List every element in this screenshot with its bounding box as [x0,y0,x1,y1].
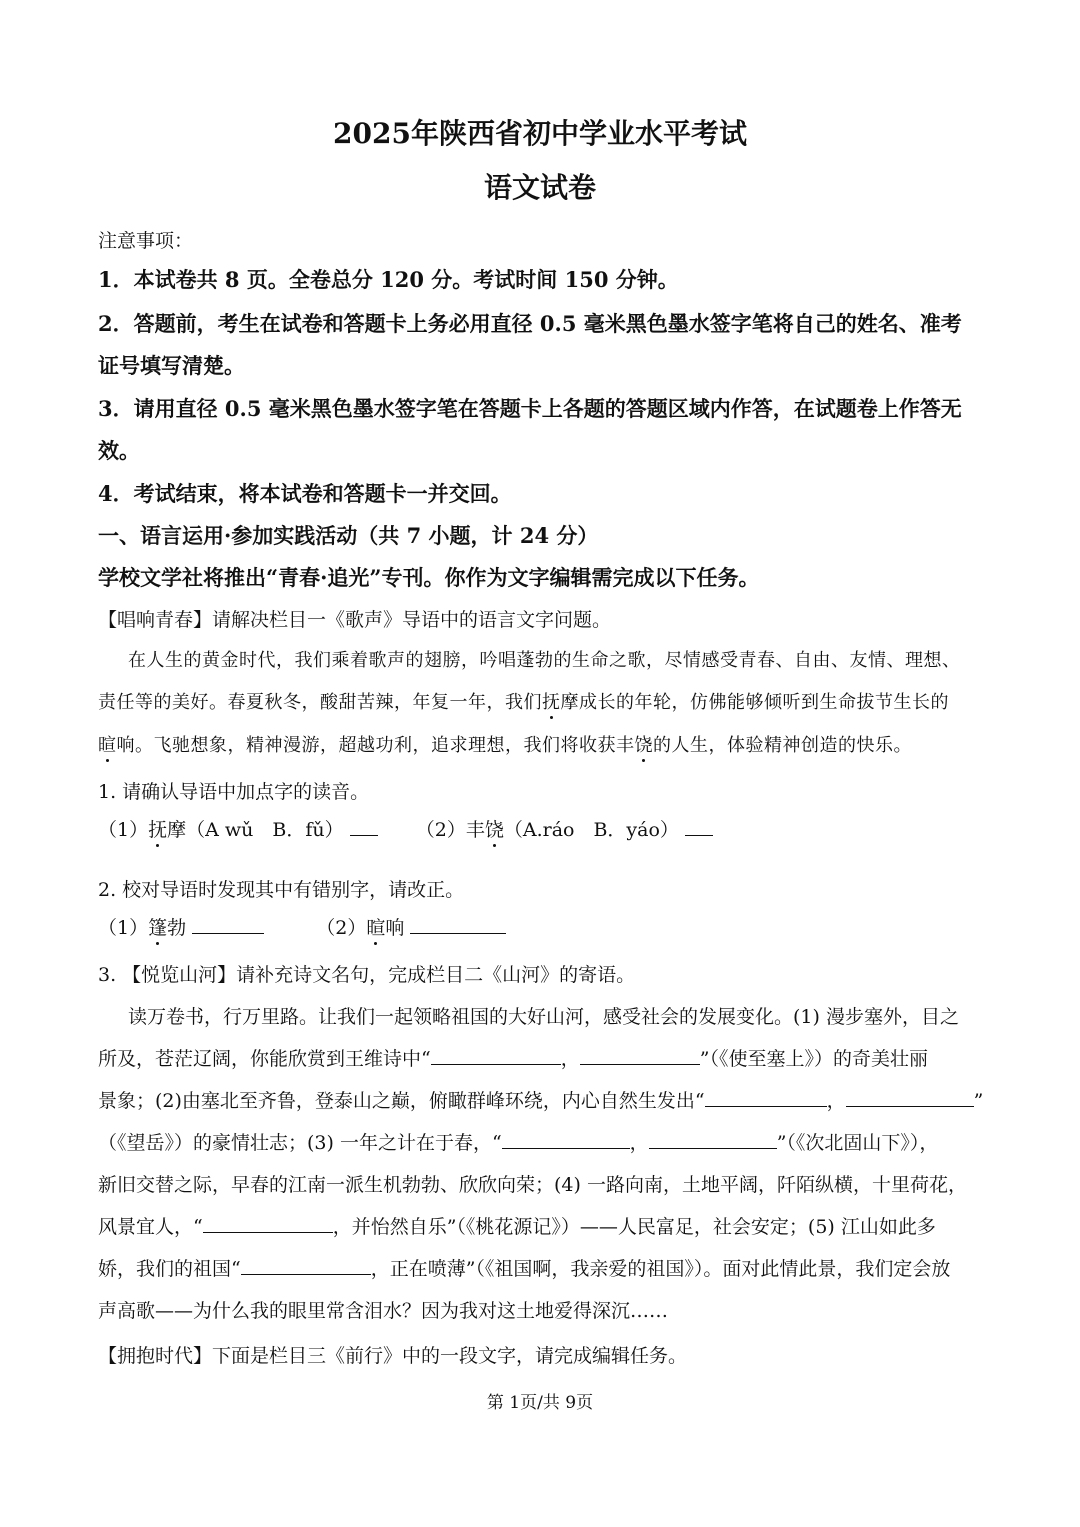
question-3-line-4: （《望岳》）的豪情壮志；(3) 一年之计在于春，“ ， ”（《次北固山下》）， [98,1132,939,1154]
notice-item-3-line-1: 3．请用直径 0.5 毫米黑色墨水签字笔在答题卡上各题的答题区域内作答，在试题卷上作答无 [98,396,962,421]
question-3-line-5: 新旧交替之际，早春的江南一派生机勃勃、欣欣向荣；(4) 一路向南，土地平阔，阡陌纵横，十里荷花， [98,1174,967,1196]
task-3-heading: 【拥抱时代】下面是栏目三《前行》中的一段文字，请完成编辑任务。 [98,1345,688,1367]
question-1-stem: 1. 请确认导语中加点字的读音。 [98,781,370,803]
answer-blank[interactable] [502,1130,630,1149]
question-3-line-1: 读万卷书，行万里路。让我们一起领略祖国的大好山河，感受社会的发展变化。(1) 漫步塞外，目之 [128,1006,959,1028]
question-1-options: （1）抚摩（A wǔ B．fǔ） （2）丰饶（A.ráo B．yáo） [98,815,984,842]
question-3-line-8: 声高歌——为什么我的眼里常含泪水？因为我对这土地爱得深沉…… [98,1300,669,1322]
question-3-line-3: 景象；(2)由塞北至齐鲁，登泰山之巅，俯瞰群峰环绕，内心自然生发出“ ， ” [98,1090,984,1112]
dotted-char: 饶 [484,819,504,841]
page-footer: 第 1页/共 9页 [486,1393,594,1413]
section-1-intro: 学校文学社将推出“青春·追光”专刊。你作为文字编辑需完成以下任务。 [98,565,760,590]
answer-blank[interactable] [431,1046,561,1065]
question-2-stem: 2. 校对导语时发现其中有错别字，请改正。 [98,879,465,901]
question-2-items: （1）篷勃 （2）暄响 [98,913,984,940]
passage-1-line-3: 暄响。飞驰想象，精神漫游，超越功利，追求理想，我们将收获丰饶的人生，体验精神创造的快乐。 [98,735,912,756]
dotted-char: 饶 [634,735,653,756]
dotted-char: 暄 [98,735,117,756]
question-3-stem: 3. 【悦览山河】请补充诗文名句，完成栏目二《山河》的寄语。 [98,964,636,986]
answer-blank[interactable] [192,915,264,934]
notice-item-2-line-2: 证号填写清楚。 [98,353,245,378]
exam-subtitle: 语文试卷 [483,171,596,204]
answer-blank[interactable] [580,1046,700,1065]
question-3-line-2: 所及，苍茫辽阔，你能欣赏到王维诗中“ ， ”（《使至塞上》）的奇美壮丽 [98,1048,928,1070]
answer-blank[interactable] [705,1088,827,1107]
answer-blank[interactable] [685,817,713,836]
answer-blank[interactable] [410,915,506,934]
question-3-line-7: 娇，我们的祖国“ ，正在喷薄”（《祖国啊，我亲爱的祖国》）。面对此情此景，我们定会放 [98,1258,951,1280]
task-1-heading: 【唱响青春】请解决栏目一《歌声》导语中的语言文字问题。 [98,609,612,631]
exam-title: 2025年陕西省初中学业水平考试 [333,117,747,150]
notice-item-2-line-1: 2．答题前，考生在试卷和答题卡上务必用直径 0.5 毫米黑色墨水签字笔将自己的姓名、准考 [98,311,962,336]
section-1-heading: 一、语言运用·参加实践活动（共 7 小题，计 24 分） [98,523,599,548]
dotted-char: 抚 [542,692,561,713]
answer-blank[interactable] [241,1256,371,1275]
notice-item-1: 1．本试卷共 8 页。全卷总分 120 分。考试时间 150 分钟。 [98,267,679,292]
question-3-line-6: 风景宜人，“ ，并怡然自乐”（《桃花源记》）——人民富足，社会安定；(5) 江山如此多 [98,1216,936,1238]
passage-1-line-1: 在人生的黄金时代，我们乘着歌声的翅膀，吟唱蓬勃的生命之歌，尽情感受青春、自由、友情、理想、 [128,650,961,671]
dotted-char: 抚 [148,819,168,841]
answer-blank[interactable] [649,1130,777,1149]
notice-item-4: 4．考试结束，将本试卷和答题卡一并交回。 [98,481,512,506]
answer-blank[interactable] [350,817,378,836]
notice-heading: 注意事项： [98,230,194,252]
dotted-char: 暄 [366,917,386,939]
dotted-char: 篷 [148,917,168,939]
passage-1-line-2: 责任等的美好。春夏秋冬，酸甜苦辣，年复一年，我们抚摩成长的年轮，仿佛能够倾听到生命拔节生长的 [98,692,949,713]
answer-blank[interactable] [203,1214,333,1233]
answer-blank[interactable] [846,1088,974,1107]
notice-item-3-line-2: 效。 [98,438,140,463]
